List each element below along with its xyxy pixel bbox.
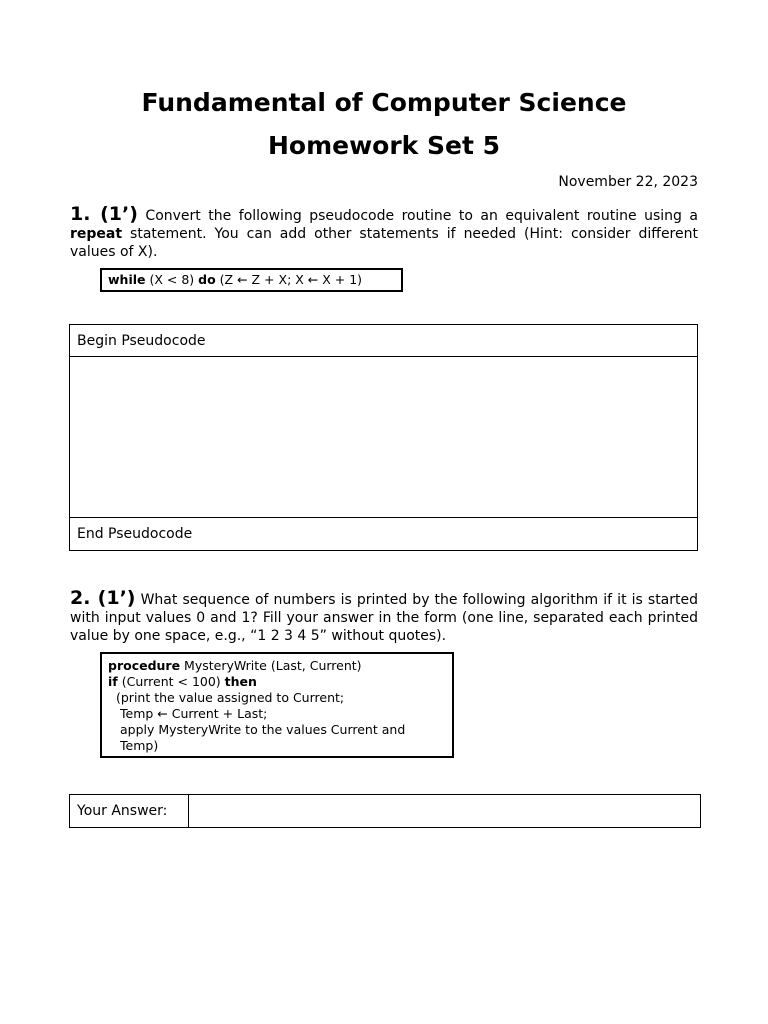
question-1-number: 1. (1’) <box>70 203 138 225</box>
code-keyword-procedure: procedure <box>108 658 181 673</box>
question-1-keyword: repeat <box>70 226 123 242</box>
question-1-text-part1: Convert the following pseudocode routine to an equivalent routine using a <box>137 208 698 224</box>
question-2-prompt <box>70 589 698 645</box>
date-text: November 22, 2023 <box>558 174 698 190</box>
code-line-1 <box>108 658 446 674</box>
question-2-text: What sequence of numbers is printed by the following algorithm if it is started with input values 0 and 1? Fill your answer in the form (one line, separated each printed value by one space, e.g., “1 2 3 4 5” without quotes). <box>70 592 699 644</box>
code-keyword-then: then <box>224 674 257 689</box>
pseudocode-answer-box <box>69 324 698 551</box>
question-1-code-box <box>100 268 403 292</box>
code-keyword-if: if <box>108 674 118 689</box>
code-proc-signature: MysteryWrite (Last, Current) <box>180 658 362 673</box>
code-condition: (X < 8) <box>145 272 199 287</box>
answer-row <box>69 794 701 828</box>
question-2-code-box <box>100 652 454 758</box>
page-title: Fundamental of Computer Science <box>141 88 627 117</box>
end-pseudocode-label: End Pseudocode <box>77 526 193 542</box>
code-keyword-while: while <box>108 272 146 287</box>
question-1-text-part2: statement. You can add other statements if needed (Hint: consider different values of X). <box>70 226 698 260</box>
code-if-condition: (Current < 100) <box>117 674 225 689</box>
code-line-2 <box>108 674 446 690</box>
code-keyword-do: do <box>198 272 216 287</box>
question-1-prompt <box>70 205 698 261</box>
code-line-5: apply MysteryWrite to the values Current and Temp) <box>120 722 406 753</box>
page-subtitle: Homework Set 5 <box>267 131 501 160</box>
question-2-number: 2. (1’) <box>70 587 136 609</box>
code-line-4: Temp ← Current + Last; <box>120 706 268 721</box>
code-body: (Z ← Z + X; X ← X + 1) <box>215 272 363 287</box>
your-answer-label: Your Answer: <box>70 795 189 827</box>
pseudocode-answer-area[interactable] <box>70 357 697 518</box>
begin-pseudocode-label: Begin Pseudocode <box>70 325 697 357</box>
your-answer-input[interactable] <box>189 795 700 827</box>
code-line-3: (print the value assigned to Current; <box>116 690 345 705</box>
